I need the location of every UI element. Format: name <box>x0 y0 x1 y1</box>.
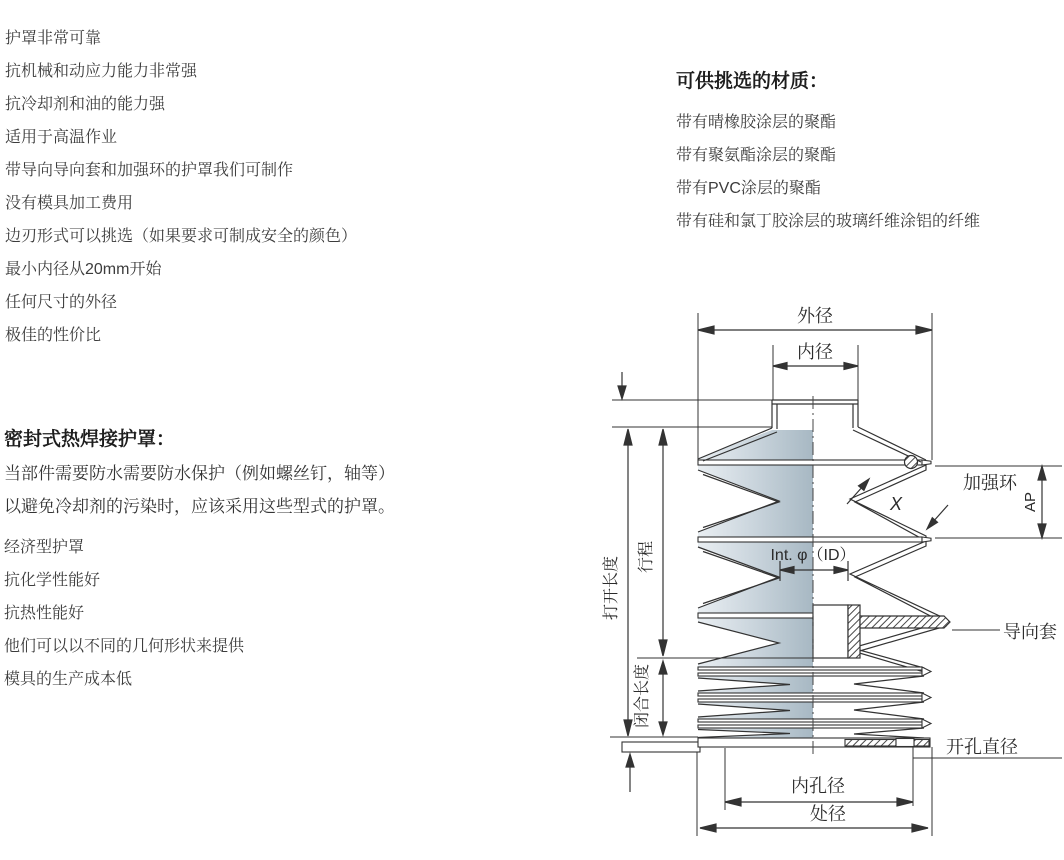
sealed-item: 抗热性能好 <box>4 605 85 622</box>
bellows-base <box>622 738 930 752</box>
dim-stroke <box>637 429 667 656</box>
closed-length-label: 闭合长度 <box>634 663 651 729</box>
inner-diameter-label: 内径 <box>797 342 833 362</box>
list-item: 带导向导向套和加强环的护罩我们可制作 <box>5 162 294 179</box>
opening-hole-diameter-label: 开孔直径 <box>946 737 1018 757</box>
ap-label: AP <box>1022 491 1039 513</box>
sealed-desc-line: 当部件需要防水需要防水保护（例如螺丝钉，轴等） <box>4 464 395 483</box>
dim-inner-diameter <box>773 342 858 370</box>
sealed-desc-line: 以避免冷却剂的污染时，应该采用这些型式的护罩。 <box>4 497 395 516</box>
sealed-item: 抗化学性能好 <box>4 572 101 589</box>
list-item: 最小内径从20mm开始 <box>5 261 162 278</box>
inner-hole-diameter-label: 内孔径 <box>791 776 845 796</box>
reference-lines <box>610 313 1062 836</box>
fold-pitch-label: X <box>889 494 903 514</box>
dim-outer-diameter <box>698 306 932 334</box>
dim-open-length <box>602 429 632 736</box>
list-item: 边刃形式可以挑选（如果要求可制成安全的颜色） <box>5 228 358 245</box>
material-item: 带有PVC涂层的聚酯 <box>676 180 821 197</box>
outer-diameter-label: 外径 <box>797 306 833 326</box>
list-item: 没有模具加工费用 <box>5 195 134 212</box>
stroke-label: 行程 <box>638 540 655 574</box>
open-length-label: 打开长度 <box>603 555 620 621</box>
material-item: 带有聚氨酯涂层的聚酯 <box>676 147 837 164</box>
sealed-item: 经济型护罩 <box>4 539 85 556</box>
reinforcement-ring-section <box>905 456 918 469</box>
dim-bottom-outer-diameter <box>700 804 928 832</box>
guide-sleeve-label: 导向套 <box>1003 622 1057 642</box>
dim-inner-hole-diameter <box>725 776 913 806</box>
list-item: 适用于高温作业 <box>5 129 118 146</box>
list-item: 任何尺寸的外径 <box>5 294 118 311</box>
materials-title: 可供挑选的材质： <box>676 71 829 92</box>
dim-closed-length <box>633 661 667 735</box>
sealed-title: 密封式热焊接护罩： <box>4 429 176 450</box>
list-item: 护罩非常可靠 <box>5 30 102 47</box>
sealed-item: 模具的生产成本低 <box>4 671 133 688</box>
dim-ap <box>1022 466 1046 538</box>
internal-diameter-label: Int. φ（ID） <box>770 547 856 564</box>
bottom-outer-diameter-label: 处径 <box>810 804 846 824</box>
list-item: 抗冷却剂和油的能力强 <box>5 96 166 113</box>
list-item: 抗机械和动应力能力非常强 <box>5 63 198 80</box>
list-item: 极佳的性价比 <box>5 327 102 344</box>
material-item: 带有晴橡胶涂层的聚酯 <box>676 114 837 131</box>
reinforcement-ring-label: 加强环 <box>963 473 1017 493</box>
material-item: 带有硅和氯丁胶涂层的玻璃纤维涂铝的纤维 <box>676 213 981 230</box>
sealed-item: 他们可以以不同的几何形状来提供 <box>4 638 245 655</box>
